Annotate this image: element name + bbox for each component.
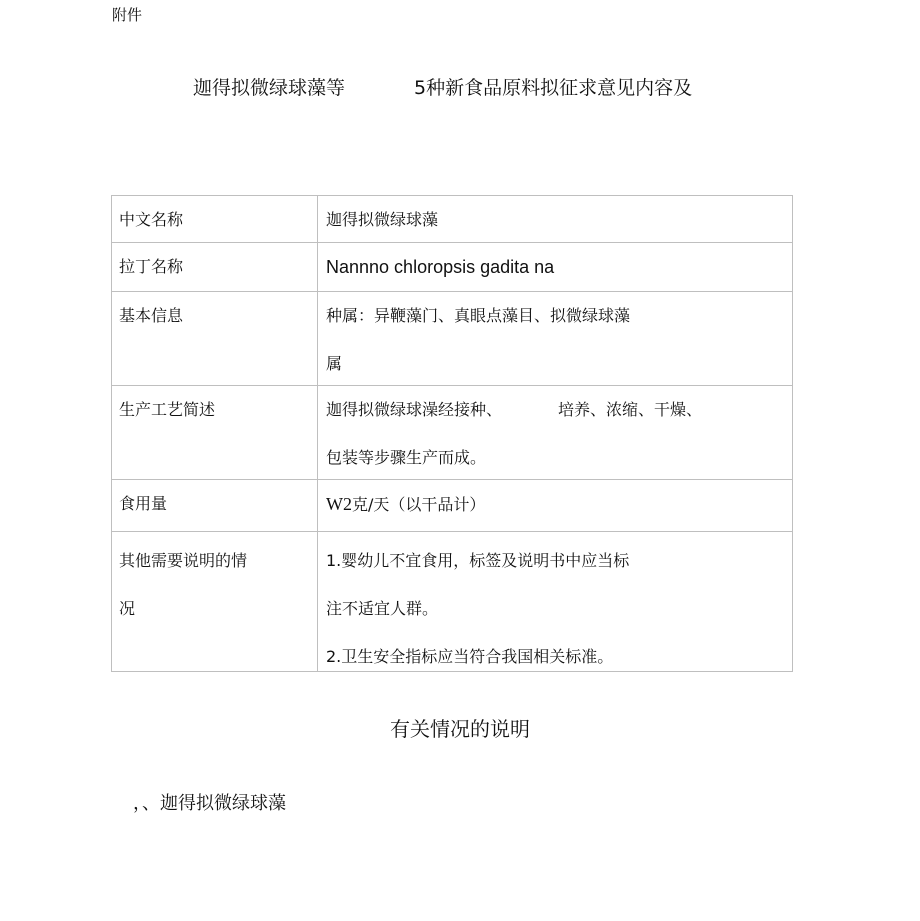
process-line-1a: 迦得拟微绿球澡经接种、	[326, 400, 503, 419]
row-label: 基本信息	[112, 292, 318, 386]
other-label-line-2: 况	[119, 599, 136, 618]
section-item-title: ，、迦得拟微绿球藻	[133, 793, 286, 814]
basic-info-line-2: 属	[326, 354, 343, 373]
process-line-1b: 培养、浓缩、干燥、	[558, 400, 703, 419]
info-table	[111, 195, 793, 672]
row-label: 中文名称	[112, 196, 318, 243]
basic-info-line-1: 种属：异鞭藻门、真眼点藻目、拟微绿球藻	[326, 306, 631, 325]
row-label: 拉丁名称	[112, 243, 318, 292]
intake-unit: 克/天（以干品计）	[352, 495, 486, 514]
document-title-part1: 迦得拟微绿球藻等	[193, 77, 346, 99]
note-line-2: 注不适宜人群。	[326, 599, 439, 618]
process-line-2: 包装等步骤生产而成。	[326, 448, 487, 467]
row-value: 迦得拟微绿球藻	[318, 196, 793, 243]
section-heading: 有关情况的说明	[390, 717, 530, 741]
table-row-intake	[112, 480, 793, 532]
row-value	[318, 532, 793, 672]
table-row-process	[112, 386, 793, 480]
table-row-latin-name	[112, 243, 793, 292]
row-value	[318, 386, 793, 480]
row-label: 食用量	[112, 480, 318, 532]
row-value	[318, 292, 793, 386]
row-value	[318, 243, 793, 292]
intake-amount: W2	[326, 494, 352, 514]
note-line-3: 2.卫生安全指标应当符合我国相关标准。	[326, 647, 614, 666]
row-label: 生产工艺简述	[112, 386, 318, 480]
table-row-other-notes	[112, 532, 793, 672]
row-value	[318, 480, 793, 532]
latin-name: Nannno chloropsis gadita na	[326, 257, 555, 277]
note-line-1: 1.婴幼儿不宜食用，标签及说明书中应当标	[326, 551, 630, 570]
row-label	[112, 532, 318, 672]
attachment-label: 附件	[112, 6, 143, 24]
other-label-line-1: 其他需要说明的情	[119, 551, 248, 570]
table-row-basic-info	[112, 292, 793, 386]
table-row-chinese-name	[112, 196, 793, 243]
document-title-part2: 5种新食品原料拟征求意见内容及	[414, 77, 693, 99]
